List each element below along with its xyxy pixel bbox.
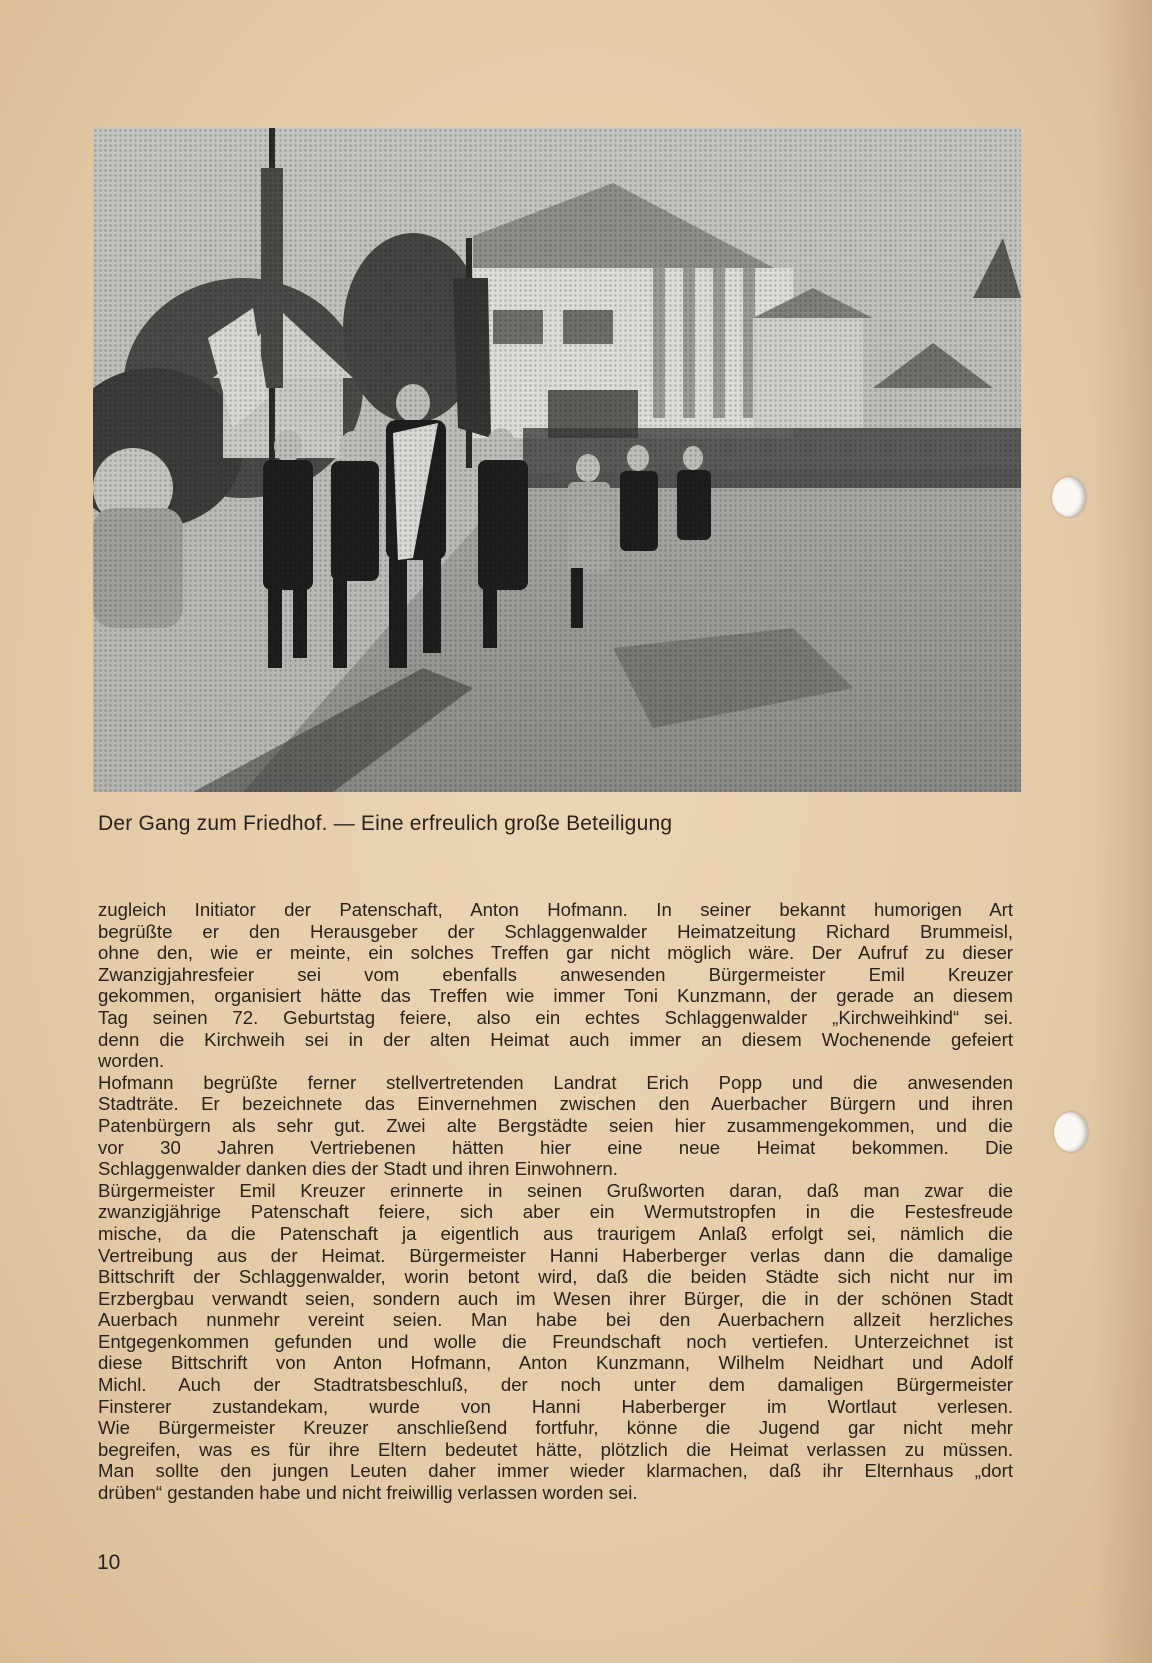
body-line: ohne den, wie er meinte, ein solches Treffen gar nicht möglich wäre. Der Aufruf zu dieser: [98, 942, 1013, 964]
body-line: Patenbürgern als sehr gut. Zwei alte Bergstädte seien hier zusammengekommen, und die: [98, 1114, 1013, 1136]
body-line: mische, da die Patenschaft ja eigentlich aus traurigem Anlaß erfolgt sei, nämlich die: [98, 1222, 1013, 1244]
body-line: Erzbergbau verwandt seien, sondern auch im Wesen ihrer Bürger, die in der schönen Stadt: [98, 1287, 1013, 1309]
photo-caption: Der Gang zum Friedhof. — Eine erfreulich große Beteiligung: [98, 812, 673, 835]
body-line: Vertreibung aus der Heimat. Bürgermeister Hanni Haberberger verlas dann die damalige: [98, 1244, 1013, 1266]
body-line: Man sollte den jungen Leuten daher immer wieder klarmachen, daß ihr Elternhaus „dort: [98, 1460, 1013, 1482]
punch-hole-bottom: [1054, 1112, 1088, 1152]
article-body: [98, 899, 1013, 1504]
body-line: Bürgermeister Emil Kreuzer erinnerte in seinen Grußworten daran, daß man zwar die: [98, 1179, 1013, 1201]
body-line: Entgegenkommen gefunden und wolle die Freundschaft noch vertiefen. Unterzeichnet ist: [98, 1330, 1013, 1352]
body-line: zugleich Initiator der Patenschaft, Anton Hofmann. In seiner bekannt humorigen Art: [98, 899, 1013, 920]
body-line: begrüßte er den Herausgeber der Schlaggenwalder Heimatzeitung Richard Brummeisl,: [98, 920, 1013, 942]
body-line: Zwanzigjahresfeier sei vom ebenfalls anwesenden Bürgermeister Emil Kreuzer: [98, 963, 1013, 985]
punch-hole-top: [1052, 477, 1086, 517]
page-number: 10: [97, 1551, 121, 1574]
body-line: zwanzigjährige Patenschaft feiere, sich aber ein Wermutstropfen in die Festesfreude: [98, 1201, 1013, 1223]
body-line: worden.: [98, 1050, 165, 1072]
page-edge-shadow: [1092, 0, 1152, 1663]
body-line: Michl. Auch der Stadtratsbeschluß, der noch unter dem damaligen Bürgermeister: [98, 1374, 1013, 1396]
body-line: diese Bittschrift von Anton Hofmann, Anton Kunzmann, Wilhelm Neidhart und Adolf: [98, 1352, 1013, 1374]
body-line: Bittschrift der Schlaggenwalder, worin betont wird, daß die beiden Städte sich nicht nur im: [98, 1266, 1013, 1288]
procession-photo: [93, 128, 1021, 792]
body-line: vor 30 Jahren Vertriebenen hätten hier eine neue Heimat bekommen. Die: [98, 1136, 1013, 1158]
body-line: Auerbach nunmehr vereint seien. Man habe bei den Auerbachern allzeit herzliches: [98, 1309, 1013, 1331]
body-line: begreifen, was es für ihre Eltern bedeutet hätte, plötzlich die Heimat verlassen zu müssen.: [98, 1438, 1013, 1460]
body-line: Wie Bürgermeister Kreuzer anschließend fortfuhr, könne die Jugend gar nicht mehr: [98, 1417, 1013, 1439]
body-line: gekommen, organisiert hätte das Treffen wie immer Toni Kunzmann, der gerade an diesem: [98, 985, 1013, 1007]
body-line: denn die Kirchweih sei in der alten Heimat auch immer an diesem Wochenende gefeiert: [98, 1028, 1013, 1050]
body-line: Finsterer zustandekam, wurde von Hanni Haberberger im Wortlaut verlesen.: [98, 1395, 1013, 1417]
body-line: Hofmann begrüßte ferner stellvertretenden Landrat Erich Popp und die anwesenden: [98, 1071, 1013, 1093]
body-line: drüben“ gestanden habe und nicht freiwillig verlassen worden sei.: [98, 1482, 638, 1504]
body-line: Schlaggenwalder danken dies der Stadt und ihren Einwohnern.: [98, 1158, 618, 1180]
body-line: Stadträte. Er bezeichnete das Einvernehmen zwischen den Auerbacher Bürgern und ihren: [98, 1093, 1013, 1115]
procession-photo-illustration: [93, 128, 1021, 792]
body-line: Tag seinen 72. Geburtstag feiere, also ein echtes Schlaggenwalder „Kirchweihkind“ sei.: [98, 1006, 1013, 1028]
